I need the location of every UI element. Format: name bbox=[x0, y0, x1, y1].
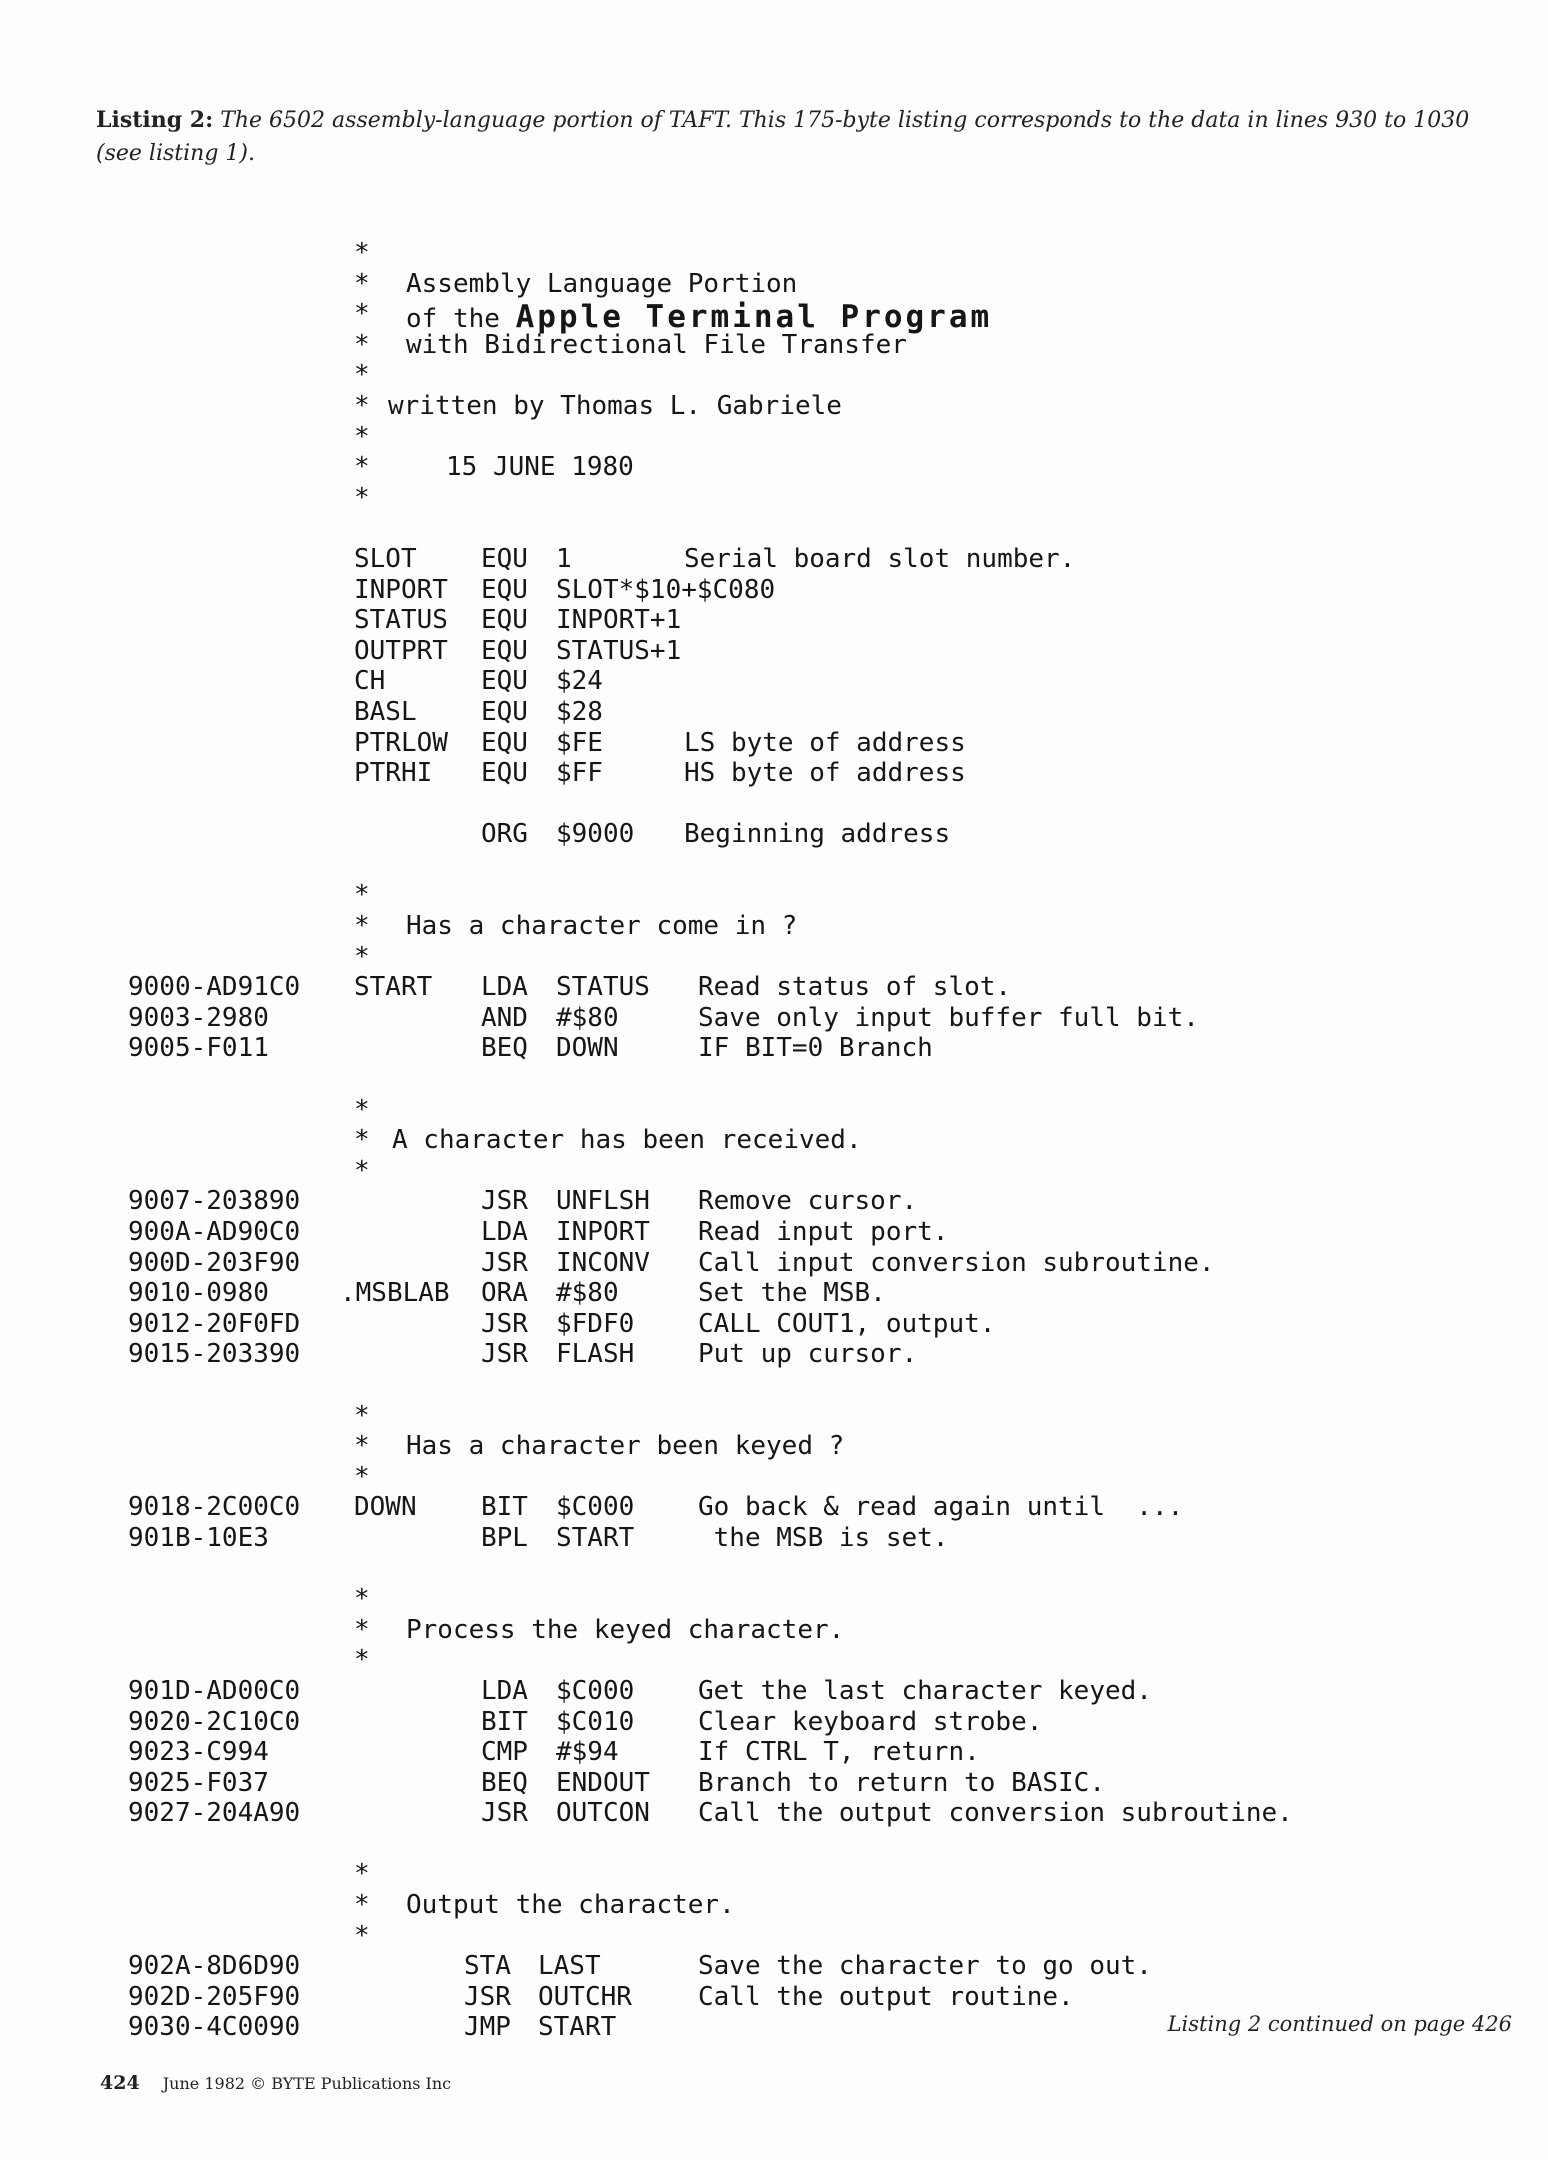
comment: HS byte of address bbox=[684, 758, 966, 789]
operand: #$80 bbox=[556, 1002, 619, 1033]
operand: OUTCON bbox=[556, 1798, 650, 1829]
section-comment: Output the character. bbox=[406, 1890, 735, 1921]
equate-line bbox=[128, 758, 1528, 789]
comment-line: * bbox=[354, 360, 370, 391]
address: 900D-203F90 bbox=[128, 1247, 301, 1278]
comment: the MSB is set. bbox=[698, 1522, 949, 1553]
comment: Branch to return to BASIC. bbox=[698, 1767, 1105, 1798]
comment-line bbox=[128, 1095, 1528, 1126]
header-line-3: with Bidirectional File Transfer bbox=[406, 329, 907, 360]
comment-line bbox=[128, 911, 1528, 942]
opcode: LDA bbox=[481, 972, 528, 1003]
comment: Save the character to go out. bbox=[698, 1951, 1152, 1982]
comment-star: * bbox=[354, 1094, 370, 1125]
comment-star: * bbox=[354, 1584, 370, 1615]
comment-star: * bbox=[354, 1645, 370, 1676]
opcode: EQU bbox=[481, 574, 528, 605]
address: 9018-2C00C0 bbox=[128, 1492, 301, 1523]
opcode: JSR bbox=[481, 1308, 528, 1339]
opcode: EQU bbox=[481, 543, 528, 574]
comment: Remove cursor. bbox=[698, 1186, 918, 1217]
comment-line: * written by Thomas L. Gabriele bbox=[354, 390, 842, 421]
section-comment: A character has been received. bbox=[392, 1125, 862, 1156]
section-comment: Has a character been keyed ? bbox=[406, 1431, 845, 1462]
comment: Save only input buffer full bit. bbox=[698, 1002, 1199, 1033]
comment-star: * bbox=[354, 1614, 370, 1645]
opcode: EQU bbox=[481, 605, 528, 636]
operand: #$94 bbox=[556, 1737, 619, 1768]
equates-block bbox=[128, 544, 1528, 789]
comment-star: * bbox=[354, 1155, 370, 1186]
address: 901D-AD00C0 bbox=[128, 1675, 301, 1706]
operand: $C010 bbox=[556, 1706, 635, 1737]
comment: CALL COUT1, output. bbox=[698, 1308, 996, 1339]
comment-star: * bbox=[354, 1125, 370, 1156]
equate-line bbox=[128, 544, 1528, 575]
code-line bbox=[128, 1248, 1528, 1279]
opcode: JSR bbox=[481, 1798, 528, 1829]
listing-caption bbox=[96, 104, 1476, 170]
address: 9025-F037 bbox=[128, 1767, 269, 1798]
address: 9030-4C0090 bbox=[128, 2012, 301, 2043]
header-line-2: of the Apple Terminal Program bbox=[406, 299, 993, 336]
code-line bbox=[128, 1339, 1528, 1370]
equate-line bbox=[128, 605, 1528, 636]
operand: $24 bbox=[556, 666, 603, 697]
comment-line bbox=[128, 1431, 1528, 1462]
org-line: ORG $9000 Beginning address bbox=[481, 819, 951, 850]
code-line bbox=[128, 1982, 1528, 2013]
header-line-1: Assembly Language Portion bbox=[406, 268, 798, 299]
comment: If CTRL T, return. bbox=[698, 1737, 980, 1768]
address: 9007-203890 bbox=[128, 1186, 301, 1217]
comment-line bbox=[128, 1584, 1528, 1615]
comment-line bbox=[128, 1156, 1528, 1187]
operand: #$80 bbox=[556, 1278, 619, 1309]
opcode: BEQ bbox=[481, 1767, 528, 1798]
operand: $C000 bbox=[556, 1675, 635, 1706]
code-line bbox=[128, 1033, 1528, 1064]
operand: $FF bbox=[556, 758, 603, 789]
comment: Get the last character keyed. bbox=[698, 1675, 1152, 1706]
comment-line bbox=[128, 1125, 1528, 1156]
comment-line: * of the Apple Terminal Program bbox=[354, 299, 993, 336]
label: BASL bbox=[354, 696, 417, 727]
operand: LAST bbox=[538, 1951, 601, 1982]
operand: INCONV bbox=[556, 1247, 650, 1278]
comment-star: * bbox=[354, 1859, 370, 1890]
caption-text: The 6502 assembly-language portion of TAFT. This 175-byte listing corresponds to the data in lines 930 to 1030 (see listing 1). bbox=[96, 108, 1470, 166]
label: SLOT bbox=[354, 543, 417, 574]
address: 9003-2980 bbox=[128, 1002, 269, 1033]
code-line bbox=[128, 1278, 1528, 1309]
comment: Call the output conversion subroutine. bbox=[698, 1798, 1293, 1829]
operand: SLOT*$10+$C080 bbox=[556, 574, 776, 605]
program-title: Apple Terminal Program bbox=[515, 299, 993, 336]
comment-star: * bbox=[354, 1400, 370, 1431]
operand: STATUS bbox=[556, 972, 650, 1003]
page-number: 424 bbox=[100, 2072, 140, 2094]
code-line bbox=[128, 1707, 1528, 1738]
operand: $28 bbox=[556, 696, 603, 727]
comment-star: * bbox=[354, 1920, 370, 1951]
opcode: AND bbox=[481, 1002, 528, 1033]
label: OUTPRT bbox=[354, 635, 448, 666]
label: DOWN bbox=[354, 1492, 417, 1523]
comment-line: * bbox=[354, 421, 370, 452]
label: STATUS bbox=[354, 605, 448, 636]
opcode: EQU bbox=[481, 758, 528, 789]
operand: INPORT bbox=[556, 1217, 650, 1247]
comment: Read status of slot. bbox=[698, 972, 1012, 1003]
operand: INPORT+1 bbox=[556, 605, 682, 636]
comment-line bbox=[128, 880, 1528, 911]
operand: OUTCHR bbox=[538, 1981, 632, 2012]
address: 9023-C994 bbox=[128, 1737, 269, 1768]
operand: UNFLSH bbox=[556, 1186, 650, 1217]
opcode: LDA bbox=[481, 1217, 528, 1247]
comment-star: * bbox=[354, 880, 370, 911]
comment-line bbox=[128, 1615, 1528, 1646]
comment: Go back & read again until ... bbox=[698, 1492, 1184, 1523]
address: 9027-204A90 bbox=[128, 1798, 301, 1829]
operand: START bbox=[556, 1522, 635, 1553]
comment-line bbox=[128, 1462, 1528, 1493]
opcode: EQU bbox=[481, 696, 528, 727]
opcode: BPL bbox=[481, 1522, 528, 1553]
comment-star: * bbox=[354, 1461, 370, 1492]
comment-line: * Assembly Language Portion bbox=[354, 268, 798, 299]
code-line bbox=[128, 1309, 1528, 1340]
operand: $C000 bbox=[556, 1492, 635, 1523]
comment: Call the output routine. bbox=[698, 1981, 1074, 2012]
opcode: EQU bbox=[481, 666, 528, 697]
equate-line bbox=[128, 575, 1528, 606]
comment-star: * bbox=[354, 1890, 370, 1921]
comment-line bbox=[128, 1859, 1528, 1890]
address: 9020-2C10C0 bbox=[128, 1706, 301, 1737]
comment: Clear keyboard strobe. bbox=[698, 1706, 1043, 1737]
comment: IF BIT=0 Branch bbox=[698, 1033, 933, 1064]
opcode: JSR bbox=[464, 1981, 511, 2012]
comment: Set the MSB. bbox=[698, 1278, 886, 1309]
address: 9010-0980 bbox=[128, 1278, 269, 1309]
label: .MSBLAB bbox=[340, 1278, 450, 1309]
comment-star: * bbox=[354, 941, 370, 972]
address: 901B-10E3 bbox=[128, 1522, 269, 1553]
code-line bbox=[128, 1186, 1528, 1217]
comment-line: * bbox=[354, 482, 370, 513]
comment-line: * 15 JUNE 1980 bbox=[354, 452, 634, 483]
comment-line bbox=[128, 1921, 1528, 1952]
address: 902A-8D6D90 bbox=[128, 1951, 301, 1982]
author-line: written by Thomas L. Gabriele bbox=[388, 390, 842, 421]
label: PTRHI bbox=[354, 758, 433, 789]
comment: Read input port. bbox=[698, 1217, 949, 1247]
code-line bbox=[128, 1798, 1528, 1829]
comment-line bbox=[128, 1890, 1528, 1921]
comment-line: * with Bidirectional File Transfer bbox=[354, 329, 907, 360]
address: 9005-F011 bbox=[128, 1033, 269, 1064]
operand: DOWN bbox=[556, 1033, 619, 1064]
code-sections bbox=[128, 880, 1528, 2073]
label: INPORT bbox=[354, 574, 448, 605]
operand: FLASH bbox=[556, 1339, 635, 1370]
operand: ENDOUT bbox=[556, 1767, 650, 1798]
label: START bbox=[354, 972, 433, 1003]
opcode: CMP bbox=[481, 1737, 528, 1768]
opcode: JSR bbox=[481, 1186, 528, 1217]
comment-line bbox=[128, 942, 1528, 973]
address: 9012-20F0FD bbox=[128, 1308, 301, 1339]
code-line bbox=[128, 1492, 1528, 1523]
opcode: LDA bbox=[481, 1675, 528, 1706]
code-line bbox=[128, 1951, 1528, 1982]
label: CH bbox=[354, 666, 386, 697]
comment: Serial board slot number. bbox=[684, 543, 1076, 574]
code-line bbox=[128, 1003, 1528, 1034]
opcode: JSR bbox=[481, 1339, 528, 1370]
opcode: EQU bbox=[481, 727, 528, 758]
operand: $FE bbox=[556, 727, 603, 758]
code-line bbox=[128, 972, 1528, 1003]
address: 9015-203390 bbox=[128, 1339, 301, 1370]
opcode: STA bbox=[464, 1951, 511, 1982]
assembly-listing bbox=[128, 238, 1528, 2074]
code-line bbox=[128, 1217, 1528, 1248]
operand: STATUS+1 bbox=[556, 635, 682, 666]
comment-line: * bbox=[354, 238, 370, 268]
operand: START bbox=[538, 2012, 617, 2043]
address: 900A-AD90C0 bbox=[128, 1217, 301, 1247]
label: PTRLOW bbox=[354, 727, 448, 758]
opcode: JSR bbox=[481, 1247, 528, 1278]
opcode: JMP bbox=[464, 2012, 511, 2043]
comment: LS byte of address bbox=[684, 727, 966, 758]
equate-line bbox=[128, 666, 1528, 697]
section-comment: Process the keyed character. bbox=[406, 1614, 845, 1645]
comment-star: * bbox=[354, 911, 370, 942]
footer-text: June 1982 © BYTE Publications Inc bbox=[162, 2074, 452, 2093]
address: 9000-AD91C0 bbox=[128, 972, 301, 1003]
code-line bbox=[128, 1676, 1528, 1707]
operand: 1 bbox=[556, 543, 572, 574]
opcode: BIT bbox=[481, 1492, 528, 1523]
opcode: ORA bbox=[481, 1278, 528, 1309]
page-footer bbox=[100, 2072, 451, 2094]
comment: Call input conversion subroutine. bbox=[698, 1247, 1215, 1278]
code-line bbox=[128, 1737, 1528, 1768]
equate-line bbox=[128, 728, 1528, 759]
code-line bbox=[128, 1523, 1528, 1554]
opcode: BEQ bbox=[481, 1033, 528, 1064]
comment: Put up cursor. bbox=[698, 1339, 918, 1370]
section-comment: Has a character come in ? bbox=[406, 911, 798, 942]
comment-star: * bbox=[354, 1431, 370, 1462]
continued-note: Listing 2 continued on page 426 bbox=[1167, 2012, 1512, 2036]
caption-lead: Listing 2: bbox=[96, 107, 214, 133]
comment-line bbox=[128, 1645, 1528, 1676]
date-line: 15 JUNE 1980 bbox=[446, 452, 634, 483]
opcode: BIT bbox=[481, 1706, 528, 1737]
address: 902D-205F90 bbox=[128, 1981, 301, 2012]
equate-line bbox=[128, 636, 1528, 667]
code-line bbox=[128, 1768, 1528, 1799]
operand: $FDF0 bbox=[556, 1308, 635, 1339]
opcode: EQU bbox=[481, 635, 528, 666]
comment-line bbox=[128, 1401, 1528, 1432]
equate-line bbox=[128, 697, 1528, 728]
